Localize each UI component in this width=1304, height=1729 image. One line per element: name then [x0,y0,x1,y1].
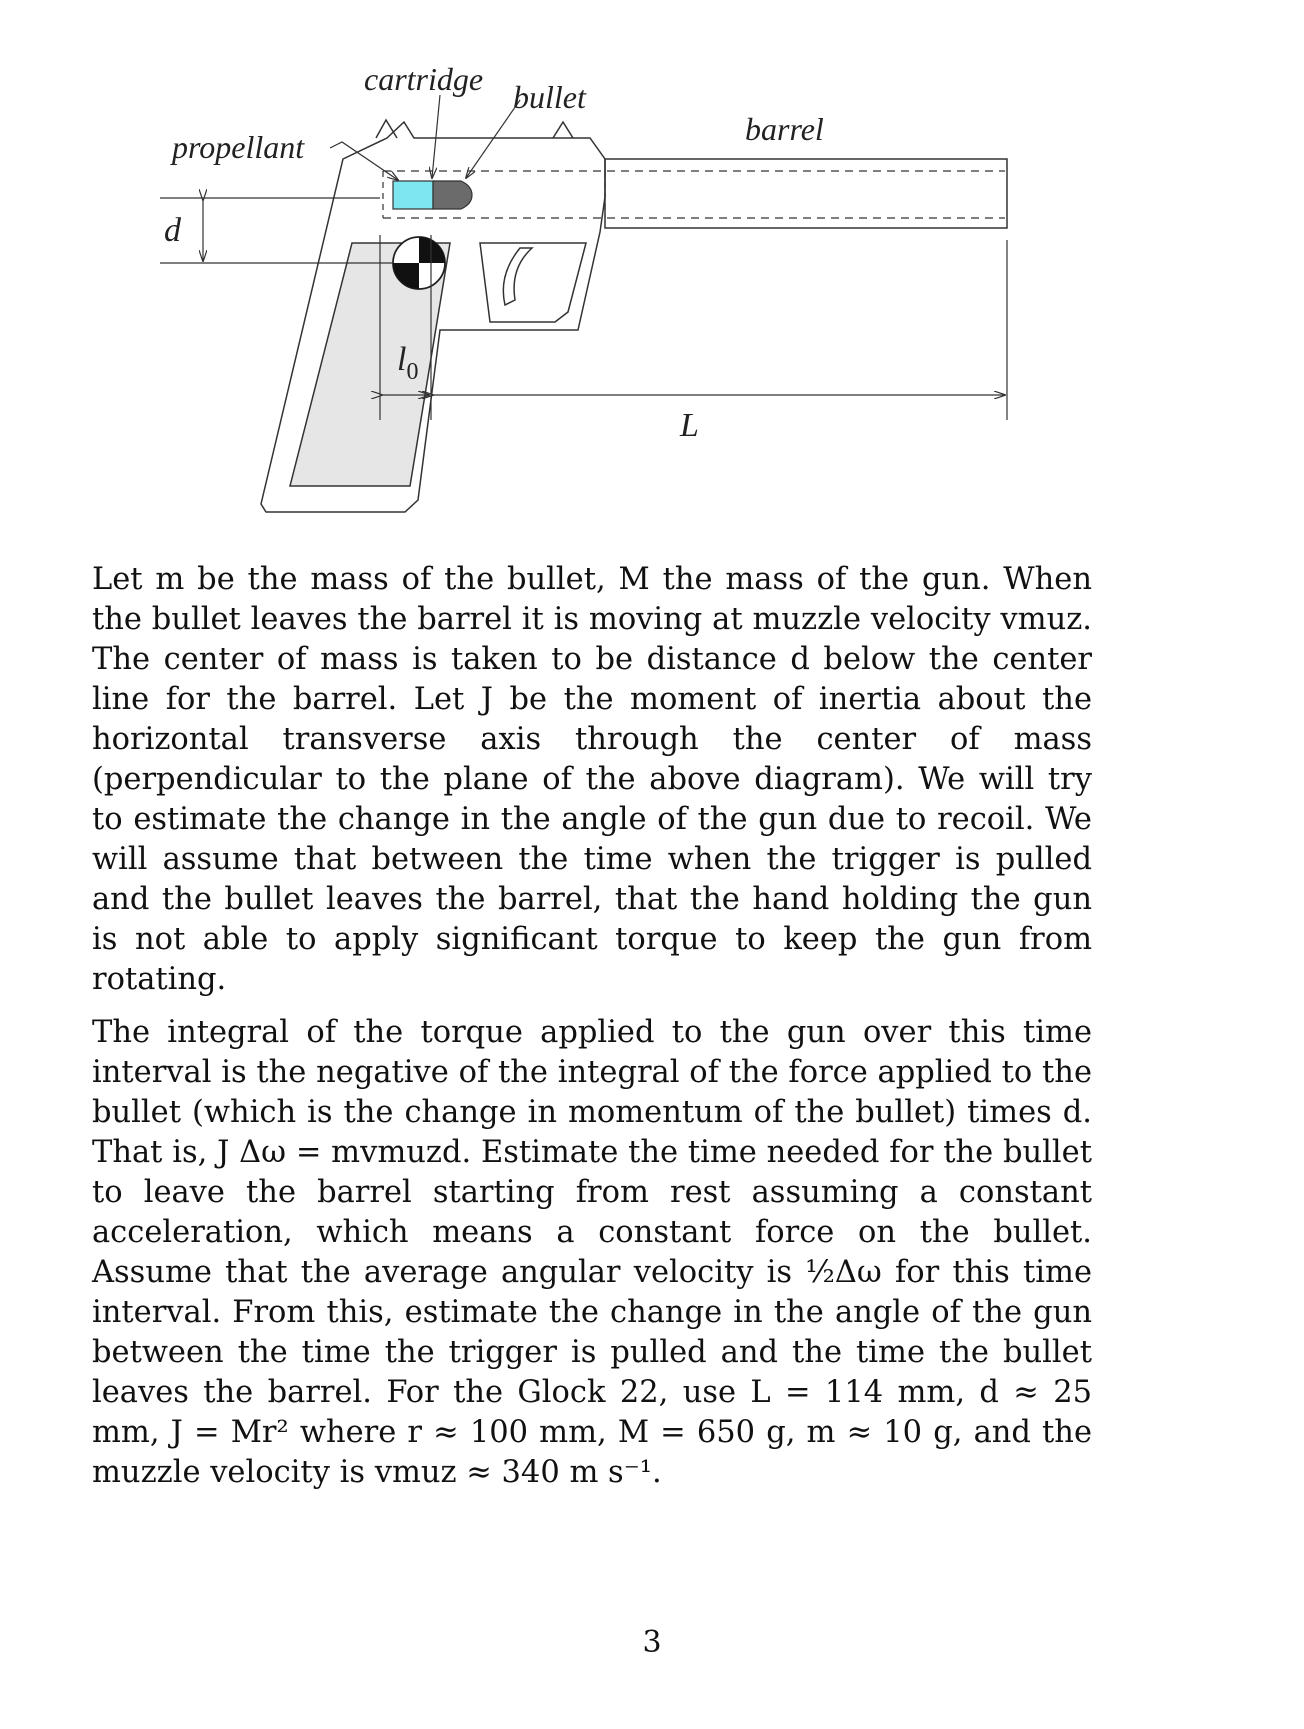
body-text [92,560,1092,1506]
gun-diagram [0,0,1304,560]
label-propellant: propellant [172,129,305,165]
propellant-fill [393,181,433,209]
bullet-shape [433,181,472,209]
bullet-leader [466,100,520,178]
center-of-mass-symbol [393,237,445,289]
label-bullet: bullet [513,79,586,115]
label-L: L [680,407,699,444]
propellant-leader [330,142,398,180]
slide-ridge [376,120,573,138]
paragraph-2: The integral of the torque applied to the gun over this time interval is the negative of the integral of the force applied to the bullet (which is the change in momentum of the bullet) times d. That is, J Δω = mvmuzd. Estimate the time needed for the bullet to leave the barrel starting from rest assuming a constant acceleration, which means a constant force on the bullet. Assume that the average angular velocity is ½Δω for this time interval. From this, estimate the change in the angle of the gun between the time the trigger is pulled and the time the bullet leaves the barrel. For the Glock 22, use L = 114 mm, d ≈ 25 mm, J = Mr² where r ≈ 100 mm, M = 650 g, m ≈ 10 g, and the muzzle velocity is vmuz ≈ 340 m s⁻¹. [92,1015,1092,1490]
page-number: 3 [642,1625,662,1660]
trigger-guard [480,243,586,322]
trigger [503,248,532,305]
paragraph-1: Let m be the mass of the bullet, M the mass of the gun. When the bullet leaves the barrel it is moving at muzzle velocity vmuz. The center of mass is taken to be distance d below the center line for the barrel. Let J be the moment of inertia about the horizontal transverse axis through the center of mass (perpendicular to the plane of the above diagram). We will try to estimate the change in the angle of the gun due to recoil. We will assume that between the time when the trigger is pulled and the bullet leaves the barrel, that the hand holding the gun is not able to apply significant torque to keep the gun from rotating. [92,562,1092,997]
label-l0: $l_0$ [397,341,419,385]
cartridge-leader [432,95,440,178]
label-d: d [164,212,181,249]
label-cartridge: cartridge [364,61,484,97]
label-barrel: barrel [745,111,824,147]
